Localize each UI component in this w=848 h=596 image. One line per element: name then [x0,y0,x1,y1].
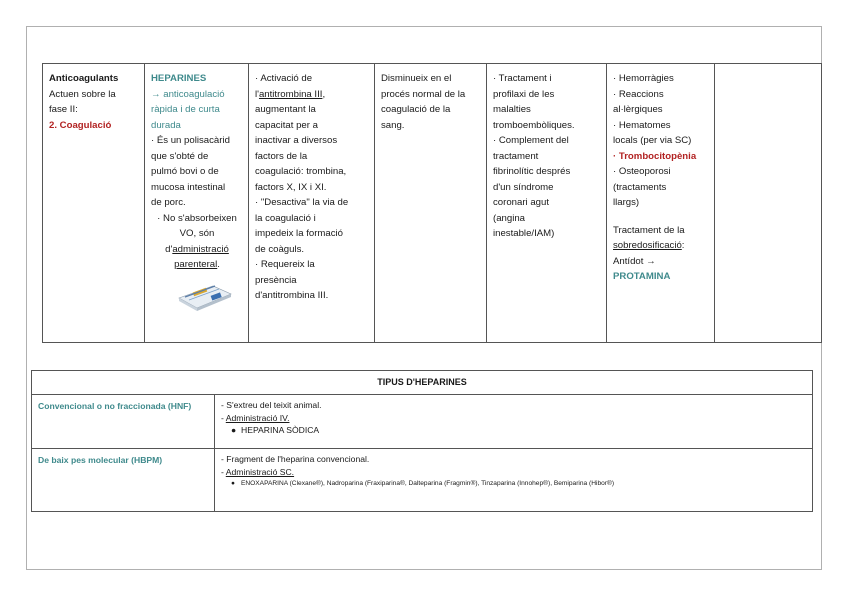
indication-text: tromboembòliques. [493,119,575,131]
spacer [613,211,709,223]
punctuation: , [322,88,326,100]
adverse-text: · Osteoporosi [613,166,671,177]
coagulation-phase: 2. Coagulació [49,119,112,131]
mechanism-text: · Activació de [255,73,313,84]
indication-text: malalties [493,104,531,115]
indication-text: fibrinolític després [493,166,571,177]
type-desc-hbpm [215,449,813,512]
type-desc-text [221,466,806,479]
effect-text: procés normal de la [381,88,466,100]
adverse-effects-cell [607,64,715,343]
adverse-text: locals (per via SC) [613,135,692,146]
antidote-name: PROTAMINA [613,271,671,282]
administration-route: Administració IV. [225,412,290,423]
type-desc-hnf [215,395,813,449]
drug-class-text: fase II: [49,104,78,115]
bullet-icon: ● [231,425,237,435]
heparin-note [151,242,243,258]
heparin-text: que s'obté de [151,150,209,162]
heparin-note: · No s'absorbeixen [157,212,237,224]
mechanism-text: inactivar a diversos [255,135,338,146]
heparin-note: VO, són [179,228,215,239]
type-desc-text: - S'extreu del teixit animal. [221,400,322,410]
mechanism-text: factors X, IX i XI. [255,181,327,193]
heparin-note-prefix: d' [165,243,173,255]
heparin-list [221,424,806,437]
effect-text: coagulació de la [381,104,451,115]
heparin-text: · És un polisacàrid [151,135,230,146]
dash: - [221,412,226,423]
overdose-term: sobredosificació [613,240,682,251]
type-label-hnf: Convencional o no fraccionada (HNF) [32,395,215,449]
mechanism-text: coagulació: trombina, [255,166,347,177]
indication-text: tractament [493,150,539,162]
mechanism-text: presència [255,274,297,286]
heparin-subtitle: durada [151,119,181,131]
type-desc-text [221,412,806,425]
overdose-text [613,238,709,254]
indication-text: profilaxi de les [493,88,555,100]
indication-text: inestable/IAM) [493,228,555,239]
type-desc-text: - Fragment de l'heparina convencional. [221,454,370,464]
heparin-package-image [175,276,233,312]
indication-text: d'un síndrome [493,181,554,193]
indication-text: (angina [493,212,526,224]
mechanism-text: la coagulació i [255,212,316,224]
heparin-subtitle: → anticoagulació [151,88,225,100]
thrombocytopenia-text: · Trombocitopènia [613,150,697,162]
dash: - [221,466,226,477]
drug-class-title: Anticoagulants [49,73,119,84]
empty-cell [715,64,822,343]
punctuation: : [681,240,685,251]
mechanism-text: capacitat per a [255,119,318,131]
heparin-name: HEPARINA SÒDICA [241,425,320,435]
adverse-text: al·lèrgiques [613,104,663,115]
drug-class-text: Actuen sobre la [49,88,116,100]
mechanism-text [255,87,369,103]
mechanism-text: factors de la [255,150,308,162]
heparin-subtitle: ràpida i de curta [151,104,220,115]
effect-text: Disminueix en el [381,73,452,84]
mechanism-text: d'antitrombina III. [255,290,329,301]
punctuation: . [217,259,220,270]
parenteral-term: parenteral [174,259,218,270]
list-item [231,424,806,437]
indications-cell [487,64,607,343]
heparin-cell [145,64,249,343]
types-header: TIPUS D'HEPARINES [32,371,813,395]
indication-text: coronari agut [493,197,549,208]
heparin-text: pulmó bovi o de [151,166,219,177]
drug-class-cell [43,64,145,343]
effect-cell [375,64,487,343]
indication-text: · Complement del [493,135,569,146]
indication-text: · Tractament i [493,73,552,84]
heparin-title: HEPARINES [151,73,207,84]
heparin-text: mucosa intestinal [151,181,226,193]
mechanism-text: augmentant la [255,104,316,115]
overdose-text: Tractament de la [613,224,685,236]
adverse-text: llargs) [613,197,640,208]
heparin-text: de porc. [151,197,186,208]
mechanism-text: de coàguls. [255,243,305,255]
adverse-text: (tractaments [613,181,667,193]
mechanism-text: · Requereix la [255,259,315,270]
adverse-text: · Hemorràgies [613,73,674,84]
bullet-icon: ● [231,480,235,487]
antithrombin-term: antitrombina III [258,88,323,100]
anticoagulant-table [42,63,822,343]
antidote-label: Antídot → [613,255,656,267]
list-item [231,478,806,491]
mechanism-text: · "Desactiva" la via de [255,197,349,208]
administration-route: Administració SC. [225,466,295,477]
adverse-text: · Hematomes [613,119,671,131]
heparin-name: ENOXAPARINA (Clexane®), Nadroparina (Fraxiparina®, Dalteparina (Fragmin®), Tinzaparina (Innohep®), Bemiparina (Hibor®) [241,480,615,487]
heparin-types-table [31,370,813,512]
heparin-note [151,257,243,273]
administration-term: administració [172,243,229,255]
mechanism-text: impedeix la formació [255,228,343,239]
type-label-hbpm: De baix pes molecular (HBPM) [32,449,215,512]
mechanism-prefix: l' [255,88,259,100]
mechanism-cell [249,64,375,343]
adverse-text: · Reaccions [613,88,664,100]
heparin-list [221,478,806,491]
effect-text: sang. [381,119,405,131]
